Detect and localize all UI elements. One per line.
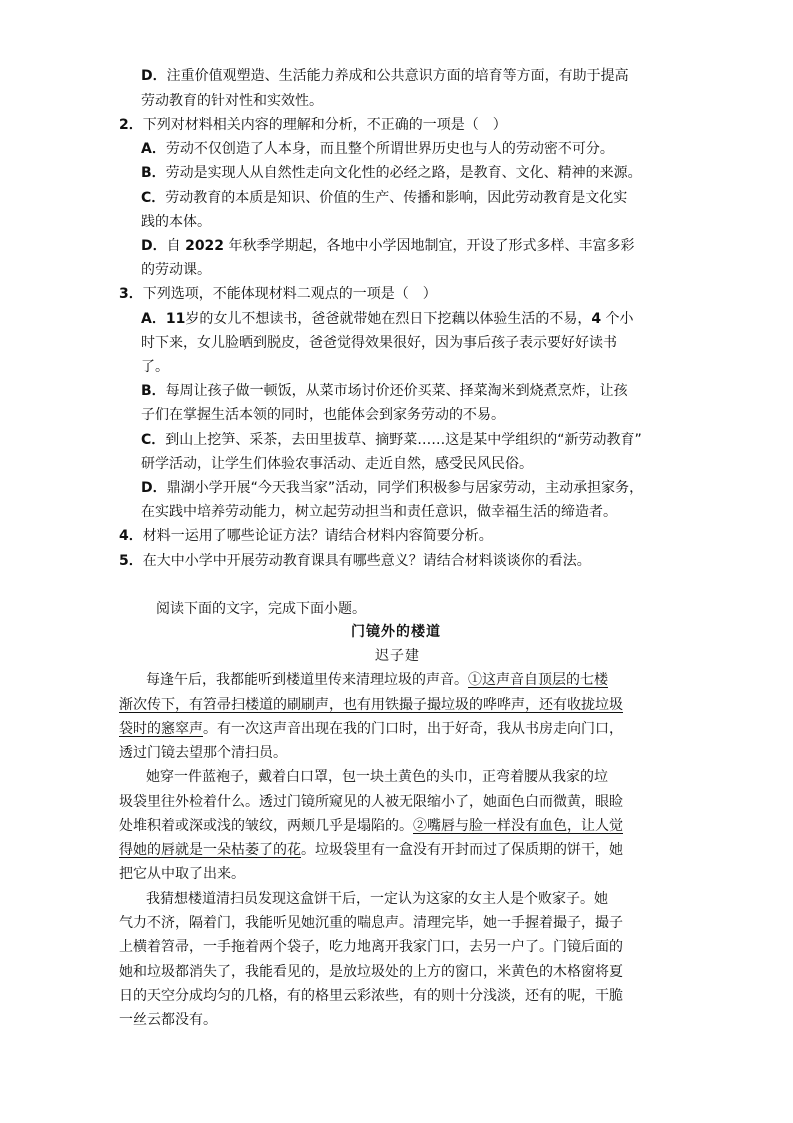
q2-number: 2． (119, 117, 143, 133)
paragraph-2-line-3 (119, 816, 623, 836)
q2-stem-text: 下列对材料相关内容的理解和分析，不正确的一项是（ ） (142, 117, 507, 133)
paragraph-3-line-4: 她和垃圾都消失了，我能看见的，是放垃圾处的上方的窗口，米黄色的木格窗将夏 (119, 964, 623, 980)
q3-option-d-label: D． (141, 480, 167, 496)
p1-line1-text: 每逢午后，我都能听到楼道里传来清理垃圾的声音。 (146, 672, 468, 688)
paragraph-1-line-4: 透过门镜去望那个清扫员。 (119, 745, 287, 761)
q3-option-c-label: C． (141, 432, 166, 448)
q2-option-c-line2: 践的本体。 (141, 214, 211, 230)
q3-option-a-label: A． (141, 311, 166, 327)
underlined-sentence-1-end: 袋时的窸窣声 (119, 721, 203, 737)
q3-option-a-line1: 岁的女儿不想读书，爸爸就带她在烈日下挖藕以体验生活的不易， (185, 311, 592, 327)
q5 (119, 551, 591, 571)
paragraph-2-line-4 (119, 840, 623, 860)
paragraph-3-line-1: 我猜想楼道清扫员发现这盒饼干后，一定认为这家的女主人是个败家子。她 (146, 891, 608, 907)
q2-option-c (141, 188, 627, 208)
q3-option-b-label: B． (141, 383, 166, 399)
q2-option-a (141, 139, 614, 159)
p1-line3-text: 。有一次这声音出现在我的门口时，出于好奇，我从书房走向门口， (203, 721, 623, 737)
q3-option-a-line2: 时下来，女儿脸晒到脱皮，爸爸觉得效果很好，因为事后孩子表示要好好读书 (141, 335, 617, 351)
q3-stem-text: 下列选项，不能体现材料二观点的一项是（ ） (142, 286, 437, 302)
q3-option-a-hours: 4 (591, 311, 602, 327)
q3-option-c-line2: 研学活动，让学生们体验农事活动、走近自然，感受民风民俗。 (141, 456, 533, 472)
q4-text: 材料一运用了哪些论证方法？请结合材料内容简要分析。 (142, 528, 493, 544)
p2-line4-text: 。垃圾袋里有一盒没有开封而过了保质期的饼干，她 (301, 842, 623, 858)
underlined-sentence-2-end: 得她的唇就是一朵枯萎了的花 (119, 842, 301, 858)
underlined-sentence-1-start: ①这声音自顶层的七楼 (468, 672, 608, 688)
q2-option-d-line2: 的劳动课。 (141, 262, 211, 278)
q2-option-b-label: B． (141, 165, 166, 181)
q2-option-c-line1: 劳动教育的本质是知识、价值的生产、传播和影响，因此劳动教育是文化实 (165, 190, 628, 206)
q3-option-a-age: 11 (165, 311, 186, 327)
q3-option-d-line1: 鼎湖小学开展“今天我当家”活动，同学们积极参与居家劳动，主动承担家务， (166, 480, 644, 496)
paragraph-3-line-3: 上横着笤帚，一手拖着两个袋子，吃力地离开我家门口，去另一户了。门镜后面的 (119, 939, 623, 955)
paragraph-2-line-2: 圾袋里往外检着什么。透过门镜所窥见的人被无限缩小了，她面色白而微黄，眼睑 (119, 794, 623, 810)
q3-option-c (141, 430, 642, 450)
passage-title: 门镜外的楼道 (351, 624, 441, 640)
q2-option-a-label: A． (141, 141, 166, 157)
q3-option-a-line3: 了。 (141, 359, 169, 375)
q3-option-d (141, 478, 643, 498)
passage-author: 迟子建 (375, 648, 420, 664)
q3-option-c-line1: 到山上挖笋、采茶，去田里拔草、摘野菜……这是某中学组织的“新劳动教育” (165, 432, 642, 448)
paragraph-3-line-2: 气力不济，隔着门，我能听见她沉重的喘息声。清理完毕，她一手握着撮子，撮子 (119, 915, 623, 931)
q5-text: 在大中小学中开展劳动教育课具有哪些意义？请结合材料谈谈你的看法。 (142, 553, 591, 569)
paragraph-1-line-2 (119, 695, 623, 715)
q2-option-d-label: D． (141, 238, 167, 254)
paragraph-3-line-6: 一丝云都没有。 (119, 1012, 217, 1028)
q2-option-a-text: 劳动不仅创造了人本身，而且整个所谓世界历史也与人的劳动密不可分。 (165, 141, 614, 157)
underlined-sentence-2-start: ②嘴唇与脸一样没有血色，让人觉 (413, 818, 623, 834)
q2-option-b-text: 劳动是实现人从自然性走向文化性的必经之路，是教育、文化、精神的来源。 (165, 165, 642, 181)
p2-line3-text: 处堆积着或深或浅的皱纹，两颊几乎是塌陷的。 (119, 818, 413, 834)
q1-option-d (141, 66, 629, 86)
q3-stem (119, 284, 437, 304)
q3-number: 3． (119, 286, 143, 302)
q1-option-d-line2: 劳动教育的针对性和实效性。 (141, 93, 323, 109)
q2-option-d-pre: 自 (166, 238, 186, 254)
q3-option-d-line2: 在实践中培养劳动能力，树立起劳动担当和责任意识，做幸福生活的缔造者。 (141, 504, 617, 520)
paragraph-1-line-3 (119, 719, 623, 739)
paragraph-2-line-5: 把它从中取了出来。 (119, 866, 245, 882)
q3-option-b-line2: 子们在掌握生活本领的同时，也能体会到家务劳动的不易。 (141, 407, 505, 423)
q2-stem (119, 115, 507, 135)
paragraph-1-line-1 (146, 670, 608, 690)
q2-option-b (141, 163, 642, 183)
q4-number: 4． (119, 528, 143, 544)
q2-option-d (141, 236, 635, 256)
q3-option-b (141, 381, 628, 401)
paragraph-2-line-1: 她穿一件蓝袍子，戴着白口罩，包一块土黄色的头巾，正弯着腰从我家的垃 (146, 769, 608, 785)
q3-option-a-line1-end: 个小 (601, 311, 634, 327)
q4 (119, 526, 493, 546)
q3-option-a (141, 309, 634, 329)
q1-option-d-line1: 注重价值观塑造、生活能力养成和公共意识方面的培育等方面，有助于提高 (166, 68, 629, 84)
underlined-sentence-1-middle: 渐次传下，有笤帚扫楼道的刷刷声，也有用铁撮子撮垃圾的哗哗声，还有收拢垃圾 (119, 697, 623, 713)
q3-option-b-line1: 每周让孩子做一顿饭，从菜市场讨价还价买菜、择菜淘米到烧煮烹炸，让孩 (165, 383, 628, 399)
q1-option-d-label: D． (141, 68, 167, 84)
q2-option-d-year: 2022 (185, 238, 225, 254)
reading-instruction: 阅读下面的文字，完成下面小题。 (156, 601, 366, 617)
q2-option-c-label: C． (141, 190, 166, 206)
q5-number: 5． (119, 553, 143, 569)
q2-option-d-line1: 年秋季学期起，各地中小学因地制宜，开设了形式多样、丰富多彩 (224, 238, 635, 254)
paragraph-3-line-5: 日的天空分成均匀的几格，有的格里云彩浓些，有的则十分浅淡，还有的呢，干脆 (119, 988, 623, 1004)
